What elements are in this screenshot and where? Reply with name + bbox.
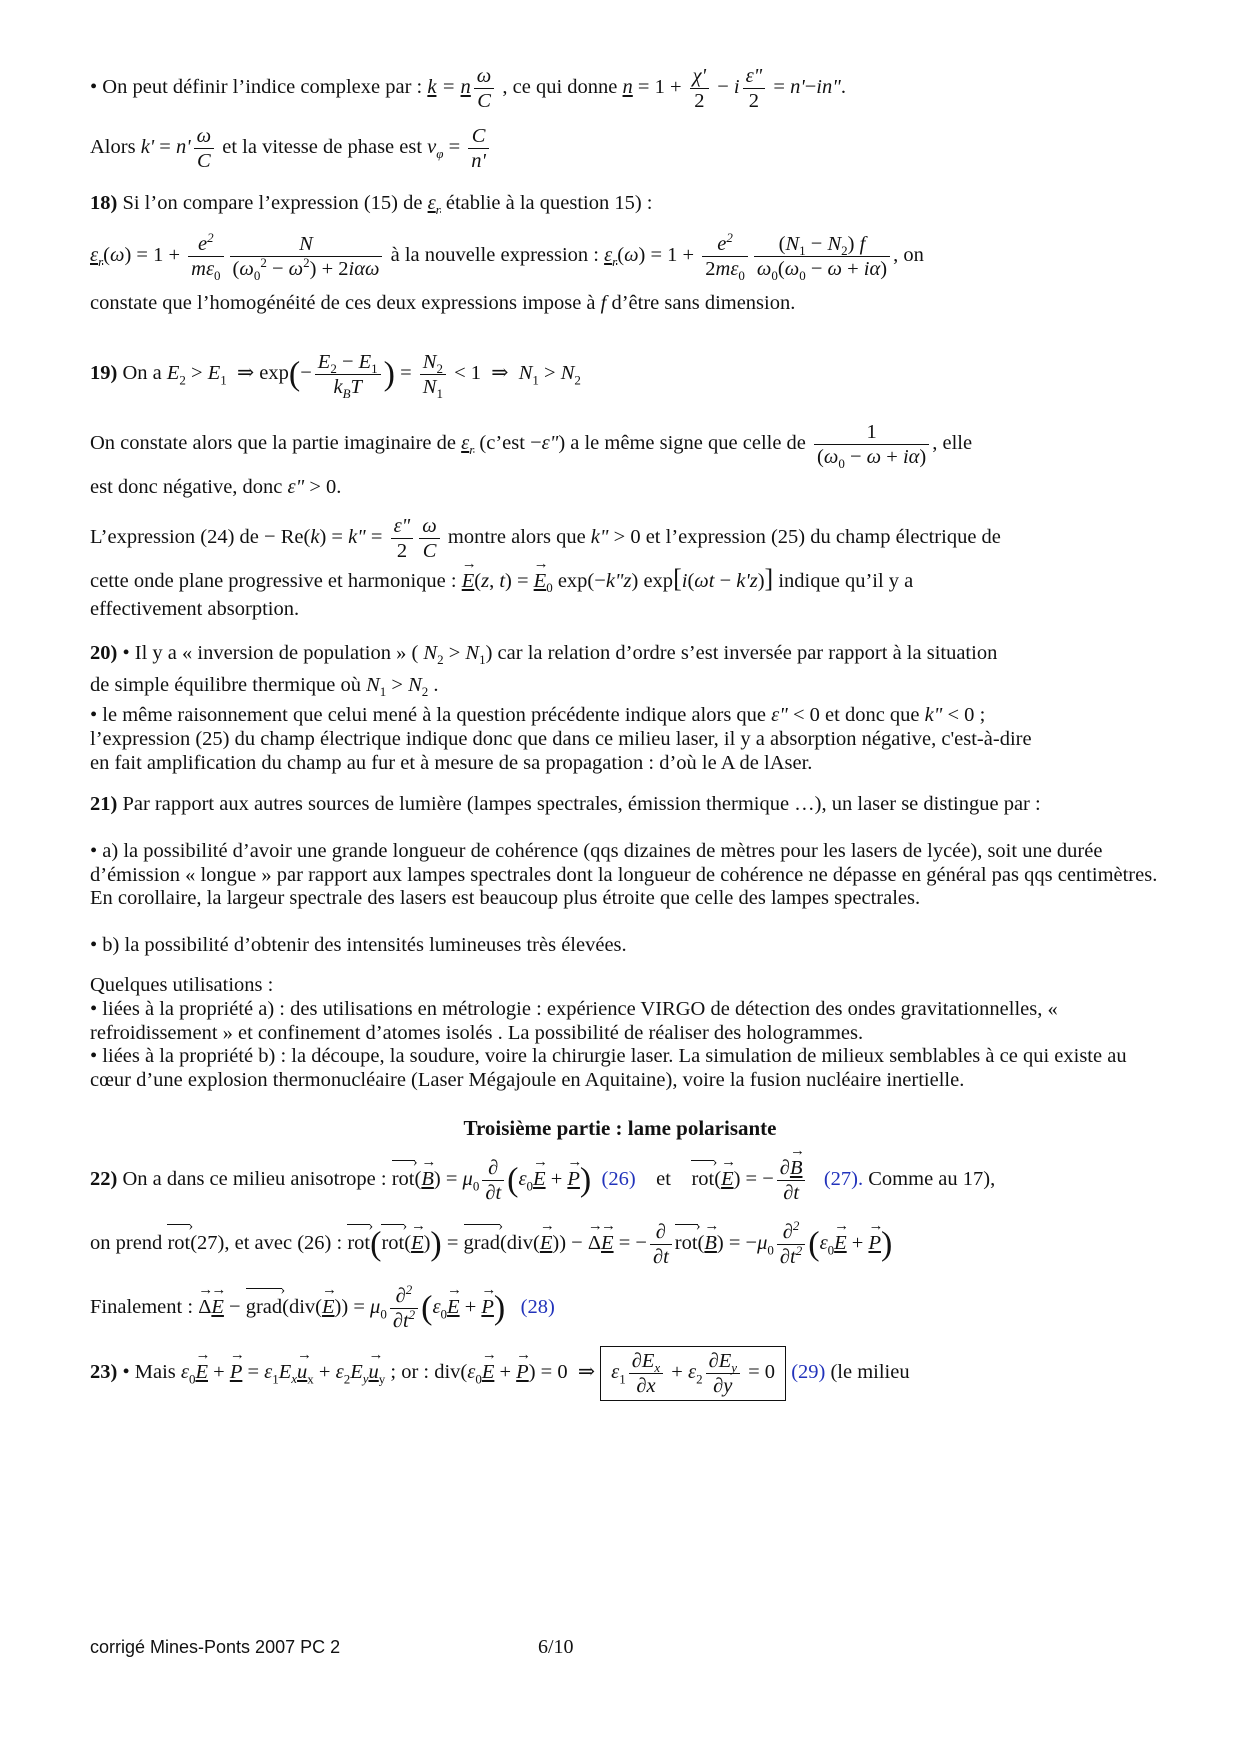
footer-source: corrigé Mines-Ponts 2007 PC 2 — [90, 1637, 341, 1657]
question-22-curl-curl: on prend rot ›(27), et avec (26) : rot ›(rot ›(→ E)) = grad ›(div(→ E)) − → Δ→ E = − $\frac{\partial}{\partial t}$ rot ›(→ $B) = -\mu_0$ $\frac{\partial^2}{\partial t^2}$ ($\varepsilon_0\to E$ + → P) — [90, 1220, 892, 1269]
footer-page-number: 6/10 — [538, 1636, 574, 1658]
phase-velocity-line: Alors k' = n' $\frac{\omega}{C}$ et la vitesse de phase est $v_\varphi$ = $\frac{C}{n'}$ — [90, 124, 492, 173]
question-19-imaginary-part: On constate alors que la partie imaginaire de $\varepsilon_r$ (c’est −ε") a le même signe que celle de $\frac{1}{(\omega_0 - \omega + i\alpha)}$ , elle — [90, 421, 973, 472]
question-18-conclusion: constate que l’homogénéité de ces deux expressions impose à f d’être sans dimension. — [90, 292, 796, 314]
question-20-equilibrium: de simple équilibre thermique où $N_1 > N_2$ . — [90, 674, 439, 700]
question-20-line-3: l’expression (25) du champ électrique indique donc que dans ce milieu laser, il y a absorption négative, c'est-à-dire — [90, 728, 1032, 750]
question-18-header: 18) Si l’on compare l’expression (15) de $\varepsilon_r$ établie à la question 15) : — [90, 192, 653, 218]
question-23-header: 23) • Mais $\varepsilon_0\to E$ + → $P = \varepsilon_1E_x\to u_x + \varepsilon_2E_y\to u_y$ ; or : $div(\varepsilon_0\to E$ + → P) = 0 ⇒ $\varepsilon_1$ $\frac{\partial E_x}{\partial x}$ + $\varepsilon_2$ $\frac{\partial E_y}{\partial y}$ = 0 (29) (le milieu — [90, 1346, 910, 1401]
boxed-equation-29: $\varepsilon_1$ $\frac{\partial E_x}{\partial x}$ + $\varepsilon_2$ $\frac{\partial E_y}{\partial y}$ = 0 — [600, 1346, 786, 1401]
question-18-equation: $\varepsilon_r(\omega) = 1$ + $\frac{e^2}{m\varepsilon_0}$ $\frac{N}{(\omega_0^2 - \omega^2) + 2i\alpha\omega}$ à la nouvelle expression : $\varepsilon_r(\omega) = 1$ + $\frac{e^2}{2m\varepsilon_0}$ $\frac{(N_1 - N_2) f}{\omega_0(\omega_0 - \omega + i\alpha)}$ , on — [90, 230, 924, 284]
question-21-uses-b: • liées à la propriété b) : la découpe, la soudure, voire la chirurgie laser. La simulation de milieux semblables à ce qui existe au cœur d’une explosion thermonucléaire (Laser Mégajoule en Aquitaine), voire la fusion nucléaire inertielle. — [90, 1045, 1127, 1091]
question-21-uses-a: • liées à la propriété a) : des utilisations en métrologie : expérience VIRGO de détection des ondes gravitationnelles, « refroidissement » et confinement d’atomes isolés . La possibilité de réaliser des hologrammes. — [90, 998, 1058, 1044]
question-21-uses-title: Quelques utilisations : — [90, 974, 274, 996]
question-20-header: 20) • Il y a « inversion de population » ( $N_2 > N_1$) car la relation d’ordre s’est inversée par rapport à la situation — [90, 642, 998, 668]
question-19-header: 19) On a $E_2 > E_1$ ⇒ exp(− $\frac{E_2 - E_1}{k_BT}$ ) = $\frac{N_2}{N_1}$ < 1 ⇒ $N_1 > N_2$ — [90, 351, 581, 402]
question-22-final: Finalement : → Δ→ E − grad ›(div(→ $E)) = \mu_0$ $\frac{\partial^2}{\partial t^2}$ ($\varepsilon_0\to E$ + → P) (28) — [90, 1284, 555, 1333]
question-19-negative: est donc négative, donc ε" > 0. — [90, 476, 342, 498]
question-21-item-b: • b) la possibilité d’obtenir des intensités lumineuses très élevées. — [90, 934, 627, 956]
question-22-header: 22) On a dans ce milieu anisotrope : rot ›(→ $B) = \mu_0$ $\frac{\partial}{\partial t}$ ($\varepsilon_0\to E$ + → P) (26) et rot ›(→ E) = − $\frac{\partial\to B}{\partial t}$ (27). Comme au 17), — [90, 1156, 995, 1205]
question-20-line-4: en fait amplification du champ au fur et à mesure de sa propagation : d’où le A de lAser. — [90, 752, 813, 774]
question-19-plane-wave: cette onde plane progressive et harmonique : → E(z, t) = → $E_0$ exp(−k"z) exp[i(ωt − k'z)] indique qu’il y a — [90, 566, 913, 594]
section-title: Troisième partie : lame polarisante — [463, 1116, 777, 1140]
complex-index-line: • On peut définir l’indice complexe par : k = n $\frac{\omega}{C}$ , ce qui donne n = 1 + $\frac{\chi'}{2}$ − i $\frac{\varepsilon"}{2}$ = n'−in". — [90, 65, 846, 112]
question-19-absorption: effectivement absorption. — [90, 598, 300, 620]
question-19-expression-24: L’expression (24) de − Re(k) = k" = $\frac{\varepsilon"}{2}$ $\frac{\omega}{C}$ montre alors que k" > 0 et l’expression (25) du champ électrique de — [90, 515, 1001, 562]
question-20-reasoning: • le même raisonnement que celui mené à la question précédente indique alors que ε" < 0 et donc que k" < 0 ; — [90, 704, 986, 726]
question-21-item-a: • a) la possibilité d’avoir une grande longueur de cohérence (qqs dizaines de mètres pour les lasers de lycée), soit une durée d’émission « longue » par rapport aux lampes spectrales dont la longueur de cohérence ne dépasse en général pas qqs centimètres. En corollaire, la largeur spectrale des lasers est beaucoup plus étroite que celle des lampes spectrales. — [90, 840, 1158, 909]
question-21-intro: 21) Par rapport aux autres sources de lumière (lampes spectrales, émission thermique …), un laser se distingue par : — [90, 793, 1041, 815]
